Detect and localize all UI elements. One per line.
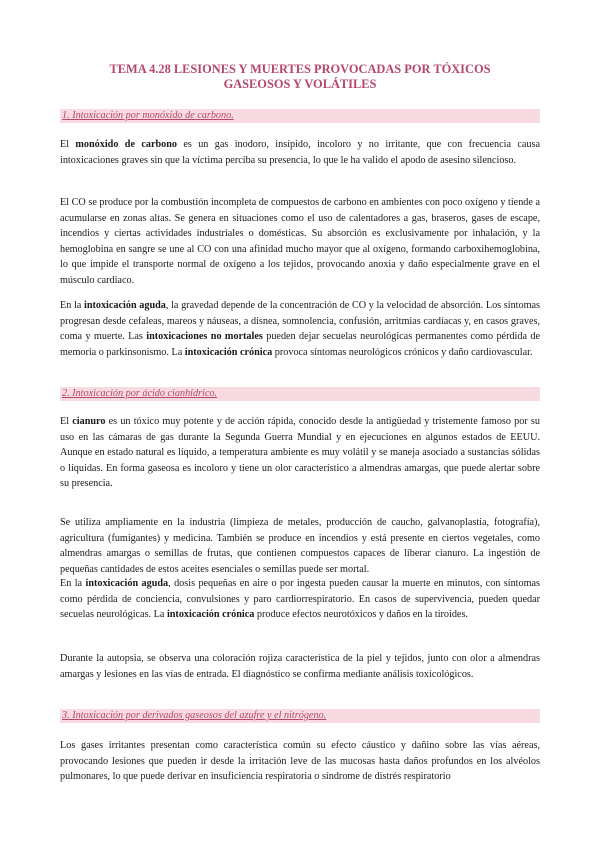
paragraph-cyanide-uses: Se utiliza ampliamente en la industria (limpieza de metales, producción de caucho, galvanoplastia, fotografía), agricultura (fumigantes) y medicina. También se produce en incendios y está presente en ciertos vegetales, como almendras amargas o semillas de frutas, que contienen compuestos capaces de liberar cianuro. La ingestión de pequeñas cantidades de estos aceites esenciales o semillas puede ser mortal.	[60, 517, 540, 575]
paragraph-cyanide-intro: El cianuro es un tóxico muy potente y de acción rápida, conocido desde la antigüedad y tristemente famoso por su uso en las cámaras de gas durante la Segunda Guerra Mundial y en ejecuciones en algunos estados de EEUU. Aunque en estado natural es líquido, a temperatura ambiente es muy volátil y se maneja asociado a sustancias sólidas o líquidas. En forma gaseosa es incoloro y tiene un olor característico a almendras amargas, que puede alertar sobre su presencia.	[60, 416, 540, 490]
bold-term: intoxicación aguda	[85, 578, 169, 589]
bold-term: intoxicación crónica	[166, 609, 255, 621]
section-heading-3: 3. Intoxicación por derivados gaseosos del azufre y el nitrógeno.	[60, 709, 540, 723]
paragraph-co-intro: El monóxido de carbono es un gas inodoro, insípido, incoloro y no irritante, que con frecuencia causa intoxicaciones graves sin que la víctima perciba su presencia, lo que le ha valido el apodo de asesino silencioso.	[60, 139, 540, 166]
title-line-1: TEMA 4.28 LESIONES Y MUERTES PROVOCADAS POR TÓXICOS	[109, 62, 491, 76]
title-line-2: GASEOSOS Y VOLÁTILES	[223, 77, 377, 91]
paragraph-co-origin: El CO se produce por la combustión incompleta de compuestos de carbono en ambientes con poco oxígeno y tiende a acumularse en zonas altas. Se genera en situaciones como el uso de calentadores a gas, braseros, gases de escape, incendios y ciertas actividades industriales o domésticas. Su absorción es exclusivamente por inhalación, y la hemoglobina en sangre se une al CO con una afinidad mucho mayor que al oxígeno, formando carboxihemoglobina, lo que impide el transporte normal de oxígeno a los tejidos, provocando anoxia y daño especialmente grave en el músculo cardíaco.	[60, 197, 540, 286]
paragraph-cyanide-autopsy: Durante la autopsia, se observa una coloración rojiza característica de la piel y tejidos, junto con olor a almendras amargas y lesiones en las vías de entrada. El diagnóstico se confirma mediante análisis toxicológicos.	[60, 653, 540, 680]
paragraph-co-symptoms: En la intoxicación aguda, la gravedad depende de la concentración de CO y la velocidad de absorción. Los síntomas progresan desde cefaleas, mareos y náuseas, a disnea, somnolencia, confusión, arritmias cardíacas y, en casos graves, coma y muerte. Las intoxicaciones no mortales pueden dejar secuelas neurológicas permanentes como pérdida de memoria o parkinsonismo. La intoxicación crónica provoca síntomas neurológicos crónicos y daño cardiovascular.	[60, 300, 541, 358]
bold-term: intoxicación crónica	[184, 346, 273, 358]
bold-term: intoxicaciones no mortales	[146, 331, 263, 343]
section-heading-1: 1. Intoxicación por monóxido de carbono.	[60, 109, 540, 123]
section-heading-2: 2. Intoxicación por ácido cianhídrico.	[60, 387, 540, 401]
paragraph-irritant-gases: Los gases irritantes presentan como característica común su efecto cáustico y dañino sobre las vías aéreas, provocando lesiones que pueden ir desde la irritación leve de las mucosas hasta daños profundos en los alvéolos pulmonares, lo que puede derivar en insuficiencia respiratoria o síndrome de distrés respiratorio	[60, 740, 540, 783]
bold-term: intoxicación aguda	[83, 300, 166, 311]
bold-term: monóxido de carbono	[75, 139, 178, 150]
paragraph-cyanide-symptoms: En la intoxicación aguda, dosis pequeñas en aire o por ingesta pueden causar la muerte en minutos, con síntomas como pérdida de conciencia, convulsiones y paro cardiorrespiratorio. En casos de supervivencia, pueden quedar secuelas neurológicas. La intoxicación crónica produce efectos neurotóxicos y daños en la tiroides.	[60, 578, 541, 621]
document-title	[80, 62, 520, 92]
bold-term: cianuro	[72, 416, 106, 427]
